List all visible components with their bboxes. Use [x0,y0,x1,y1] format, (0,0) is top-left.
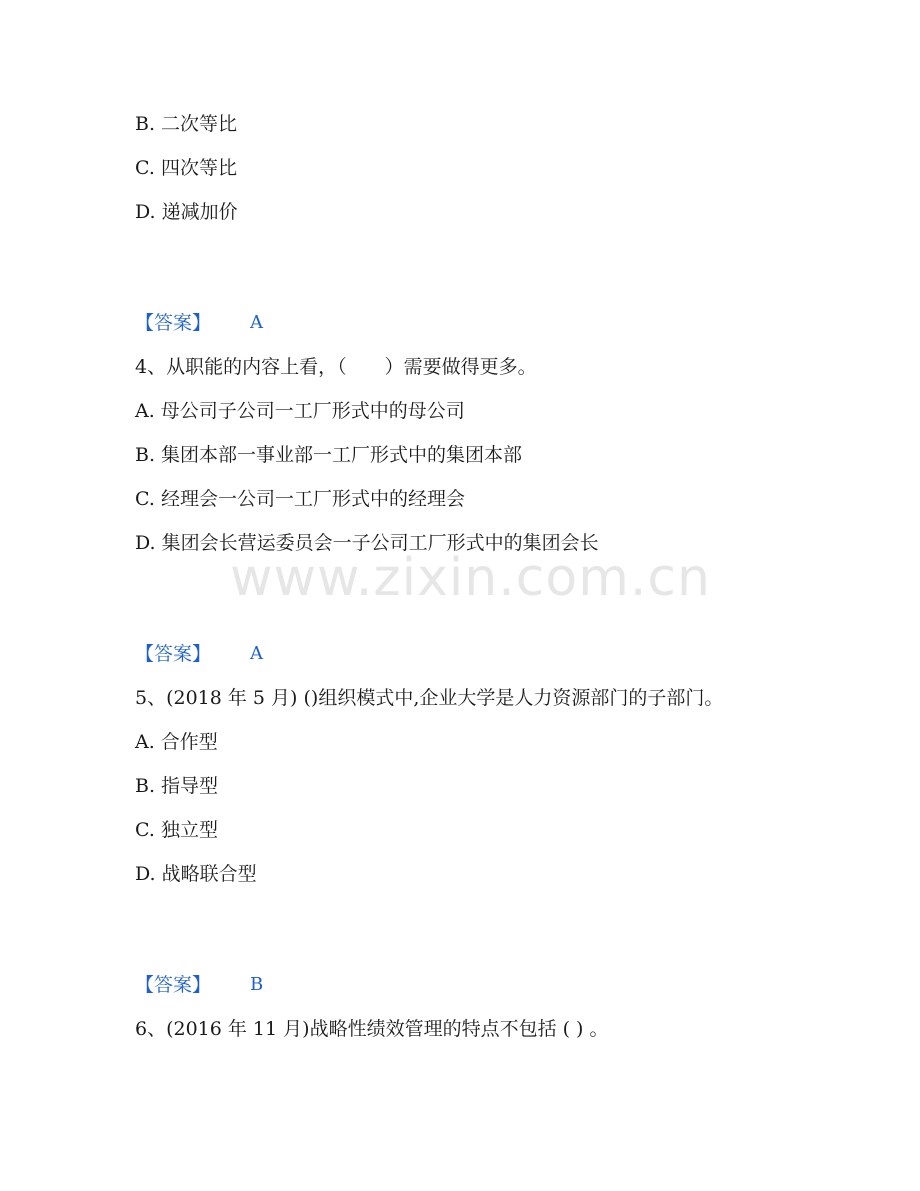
q5-question: 5、(2018 年 5 月) ()组织模式中,企业大学是人力资源部门的子部门。 [135,687,724,709]
q4-option-d: D. 集团会长营运委员会一子公司工厂形式中的集团会长 [135,532,599,554]
q5-option-a: A. 合作型 [135,731,218,753]
q6-question: 6、(2016 年 11 月)战略性绩效管理的特点不包括 ( ) 。 [135,1018,609,1040]
watermark: www.zixin.com.cn [230,548,711,608]
q5-option-d: D. 战略联合型 [135,863,257,885]
q4-option-a: A. 母公司子公司一工厂形式中的母公司 [135,400,465,422]
q5-answer [135,973,264,997]
q4-option-b: B. 集团本部一事业部一工厂形式中的集团本部 [135,444,523,466]
answer-label: 【答案】 [135,312,212,334]
answer-label: 【答案】 [135,643,212,665]
answer-value: A [250,643,263,664]
q5-option-c: C. 独立型 [135,819,218,841]
q4-question: 4、从职能的内容上看，（ ）需要做得更多。 [135,356,537,378]
answer-label: 【答案】 [135,974,212,996]
q5-option-b: B. 指导型 [135,775,219,797]
q3-option-d: D. 递减加价 [135,201,238,223]
q3-option-b: B. 二次等比 [135,113,238,135]
q3-answer [135,311,263,335]
q4-answer [135,642,263,666]
answer-value: B [250,974,264,995]
q3-option-c: C. 四次等比 [135,157,237,179]
answer-value: A [250,312,263,333]
q4-option-c: C. 经理会一公司一工厂形式中的经理会 [135,488,465,510]
